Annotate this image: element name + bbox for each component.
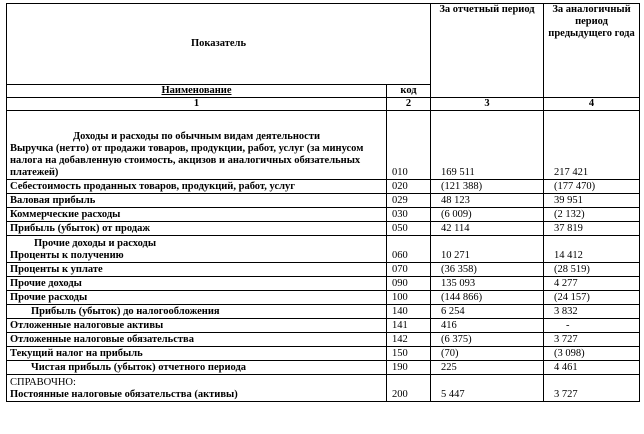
- row-previous: (177 470): [544, 180, 640, 194]
- row-label: Себестоимость проданных товаров, продукций, работ, услуг: [7, 180, 387, 194]
- table-row: [7, 291, 640, 305]
- col3-number: 3: [431, 98, 544, 111]
- row-current: 48 123: [431, 194, 544, 208]
- row-label: Коммерческие расходы: [7, 208, 387, 222]
- row-current: (36 358): [431, 263, 544, 277]
- row-current: (70): [431, 347, 544, 361]
- row-code: 100: [387, 291, 431, 305]
- income-statement-table: [6, 3, 640, 402]
- previous-period-header: За аналогичный период предыдущего года: [544, 4, 640, 98]
- code-header: код: [387, 85, 431, 98]
- table-row: [7, 236, 640, 263]
- row-label: Прибыль (убыток) до налогообложения: [7, 305, 387, 319]
- row-current: 10 271: [431, 236, 544, 263]
- row-code: 140: [387, 305, 431, 319]
- name-header: Наименование: [7, 85, 387, 98]
- row-previous: (3 098): [544, 347, 640, 361]
- row-previous: -: [544, 319, 640, 333]
- row-label: Проценты к уплате: [7, 263, 387, 277]
- row-code: 010: [387, 111, 431, 180]
- row-current: 135 093: [431, 277, 544, 291]
- section-heading: Доходы и расходы по обычным видам деятельности: [72, 131, 321, 142]
- row-label: [7, 111, 387, 180]
- row-previous: (2 132): [544, 208, 640, 222]
- row-label: Отложенные налоговые обязательства: [7, 333, 387, 347]
- col4-number: 4: [544, 98, 640, 111]
- row-current: (6 009): [431, 208, 544, 222]
- row-previous: (24 157): [544, 291, 640, 305]
- table-row: [7, 361, 640, 375]
- row-current: 5 447: [431, 375, 544, 402]
- col2-number: 2: [387, 98, 431, 111]
- table-row: [7, 319, 640, 333]
- row-label-text: Проценты к получению: [10, 250, 124, 261]
- column-number-row: [7, 98, 640, 111]
- row-code: 150: [387, 347, 431, 361]
- row-label: Прибыль (убыток) от продаж: [7, 222, 387, 236]
- row-label: Прочие доходы: [7, 277, 387, 291]
- table-row: [7, 277, 640, 291]
- row-previous: 4 461: [544, 361, 640, 375]
- row-label: Текущий налог на прибыль: [7, 347, 387, 361]
- row-code: 060: [387, 236, 431, 263]
- row-current: 416: [431, 319, 544, 333]
- table-row: [7, 263, 640, 277]
- row-code: 200: [387, 375, 431, 402]
- row-code: 090: [387, 277, 431, 291]
- table-row: [7, 194, 640, 208]
- row-current: (144 866): [431, 291, 544, 305]
- row-current: (6 375): [431, 333, 544, 347]
- section-heading: Прочие доходы и расходы: [34, 238, 157, 249]
- row-code: 070: [387, 263, 431, 277]
- col1-number: 1: [7, 98, 387, 111]
- row-current: 225: [431, 361, 544, 375]
- row-current: 6 254: [431, 305, 544, 319]
- row-label: Отложенные налоговые активы: [7, 319, 387, 333]
- row-previous: (28 519): [544, 263, 640, 277]
- row-label: [7, 236, 387, 263]
- table-row: [7, 347, 640, 361]
- row-code: 190: [387, 361, 431, 375]
- row-previous: 217 421: [544, 111, 640, 180]
- section-heading: СПРАВОЧНО:: [10, 377, 76, 388]
- row-previous: 3 727: [544, 333, 640, 347]
- table-row: [7, 333, 640, 347]
- indicator-header: Показатель: [7, 4, 431, 85]
- row-previous: 37 819: [544, 222, 640, 236]
- row-label: Прочие расходы: [7, 291, 387, 305]
- current-period-header: За отчетный период: [431, 4, 544, 98]
- row-previous: 39 951: [544, 194, 640, 208]
- row-previous: 14 412: [544, 236, 640, 263]
- row-code: 029: [387, 194, 431, 208]
- row-current: 169 511: [431, 111, 544, 180]
- row-label-text: Выручка (нетто) от продажи товаров, продукции, работ, услуг (за минусом налога на добавленную стоимость, акцизов и аналогичных обязательных платежей): [10, 143, 364, 178]
- table-row: [7, 305, 640, 319]
- table-row: [7, 222, 640, 236]
- row-code: 141: [387, 319, 431, 333]
- row-code: 050: [387, 222, 431, 236]
- row-previous: 3 727: [544, 375, 640, 402]
- row-label: [7, 375, 387, 402]
- table-row: [7, 180, 640, 194]
- row-previous: 4 277: [544, 277, 640, 291]
- row-label: Валовая прибыль: [7, 194, 387, 208]
- row-current: 42 114: [431, 222, 544, 236]
- table-row: [7, 111, 640, 180]
- row-previous: 3 832: [544, 305, 640, 319]
- row-label: Чистая прибыль (убыток) отчетного периода: [7, 361, 387, 375]
- table-row: [7, 208, 640, 222]
- header-row: [7, 4, 640, 85]
- row-code: 030: [387, 208, 431, 222]
- row-current: (121 388): [431, 180, 544, 194]
- table-row: [7, 375, 640, 402]
- row-code: 142: [387, 333, 431, 347]
- row-code: 020: [387, 180, 431, 194]
- row-label-text: Постоянные налоговые обязательства (активы): [10, 389, 238, 400]
